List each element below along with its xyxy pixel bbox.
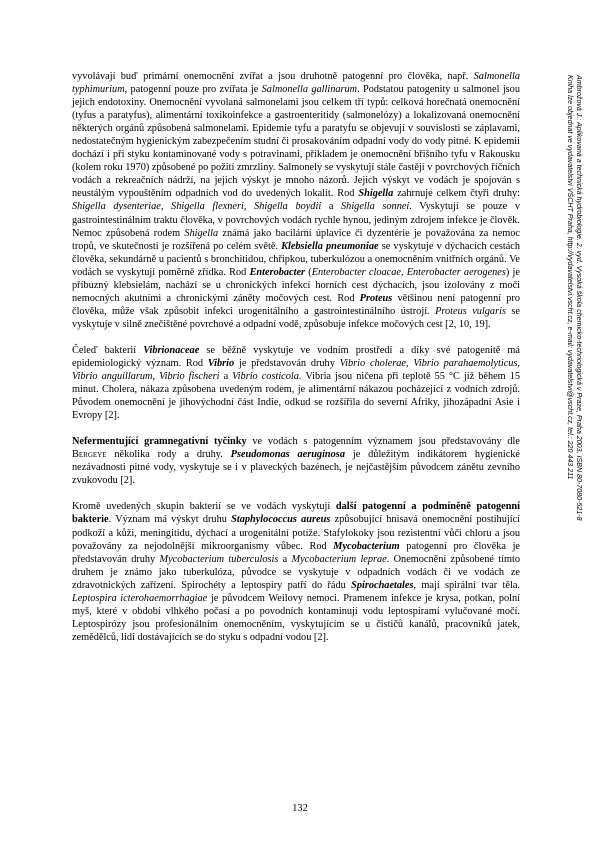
genus-name: Spirochaetales <box>351 579 414 591</box>
text-run: a <box>278 553 292 565</box>
paragraph-nonfermenting-rods <box>72 435 520 487</box>
genus-name: Proteus <box>359 292 393 304</box>
text-run: Kromě uvedených skupin bakterií se ve vodách vyskytují <box>72 501 336 513</box>
text-run: několika rody a druhy. <box>106 449 231 461</box>
text-run: , mají spirální tvar těla. <box>413 579 520 591</box>
text-run: je představován druhy <box>234 357 340 369</box>
genus-name: Pseudomonas aeruginosa <box>230 449 345 461</box>
genus-name: Vibrio <box>207 357 235 369</box>
text-run: se běžně vyskytuje ve vodním prostředí a díky své patogenitě má epidemiologický význam. Rod <box>72 344 520 369</box>
text-run: ( <box>305 266 312 278</box>
ordering-info-line: Kniha lze objednat ve vydavatelství VŠCHT Praha, http://vydavatelstvi.vscht.cz, e-mail: vydavatelstvi@vscht.cz, tel.: 220 443 211 <box>565 75 574 480</box>
text-run: zahrnuje celkem čtyři druhy: <box>393 188 520 200</box>
author-name: Bergeye <box>72 449 107 461</box>
species-name: Salmonella typhimurium <box>72 71 520 96</box>
text-run: . Vyskytují se pouze v gastrointestinálním traktu člověka, v povrchových vodách rychle hynou, jediným zdrojem infekce je člověk. Nemoc způsobená rodem <box>72 201 520 239</box>
section-term: Nefermentující gramnegativní tyčinky <box>72 436 247 448</box>
genus-name: Mycobacterium <box>333 540 400 552</box>
text-run: způsobující hnisavá onemocnění postihující podkoží a kůži, meningitidu, dýchací a urogenitální potíže. Stafylokoky jsou rezistentní vůči chloru a jsou považovány za nejodolnější mikroorganismy vůbec. Rod <box>72 514 521 552</box>
species-name: Vibrio costicola <box>232 371 299 383</box>
text-run: Čeleď bakterií <box>72 344 144 356</box>
genus-name: Vibrionaceae <box>143 344 200 356</box>
text-run: se vyskytuje v silně znečištěné povrchové a odpadní vodě, způsobuje infekce močových cest [2, 10, 19]. <box>72 305 520 330</box>
text-run: známá jako bacilární úplavice či dyzentérie je považována za nemoc tropů, ve skutečnosti je rozšířená po celém světě. <box>72 227 520 252</box>
section-term: další patogenní a podmíněně patogenní bakterie <box>72 501 521 526</box>
species-name: Shigella dysenteriae, Shigella flexneri, Shigella boydii <box>72 201 322 213</box>
citation-line: Ambrožová J.: Aplikovaná a technická hydrobiologie. 2. vyd. Vysoká škola chemicko-technologická v Praze, Praha 2003. ISBN 80-7080-521-8 <box>575 75 583 521</box>
species-name: Leptospira icterohaemorrhagiae <box>72 592 208 604</box>
body-text <box>72 70 520 657</box>
text-run: , patogenní pouze pro zvířata je <box>124 84 262 96</box>
text-run: ve vodách s patogenním významem jsou představovány dle <box>246 436 520 448</box>
genus-name: Shigella <box>358 188 394 200</box>
text-run: . Onemocnění způsobené tímto druhem je známo jako tuberkulóza, původce se vyskytuje v odpadních vodách či ve vodách ze zdravotnických zařízení. Spirochéty a leptospiry patří do řádu <box>72 553 521 591</box>
genus-name: Klebsiella pneumoniae <box>281 240 379 252</box>
page-number: 132 <box>292 803 308 814</box>
species-name: Mycobacterium leprae <box>291 553 387 565</box>
text-run: je důležitým indikátorem hygienické nezávadnosti pitné vody, vyskytuje se i v plaveckých bazénech, je nejčastějším původcem zánětu zevního zvukovodu [2]. <box>72 449 520 487</box>
genus-name: Staphylococcus aureus <box>231 514 331 526</box>
text-run: většinou není patogenní pro člověka, může však způsobit infekci urogenitálního a gastrointestinálního ústrojí. <box>72 292 520 317</box>
paragraph-other-pathogens <box>72 500 520 644</box>
paragraph-salmonella-shigella <box>72 70 520 331</box>
genus-name: Enterobacter <box>249 266 306 278</box>
species-name: Salmonella gallinarum <box>261 84 358 96</box>
text-run: a <box>321 201 342 213</box>
text-run: . Vibria jsou ničena při teplotě 55 °C již během 15 minut. Cholera, nákaza způsobena uvedeným rodem, je alimentární nákazou pocházející z vodních zdrojů. Původem onemocnění je jihovýchodní část Indie, odkud se rozšířila do severní Afriky, jihozápadní Asie i Evropy [2]. <box>72 371 520 422</box>
text-run: . Podstatou patogenity u salmonel jsou jejich endotoxiny. Onemocnění vyvolaná salmonelami jsou celkem tří typů: celková horečnatá onemocnění (tyfus a paratyfus), alimentární toxikoinfekce a gastroenteritidy (salmonelózy) a lokalizovaná onemocnění některých orgánů způsobená salmonelami. Epidemie tyfu a paratyfu se objevují v souvislosti se záplavami, nedostatečným hygienickým zabezpečením studní či prosakováním odpadní vody do vody pitné. K epidemii dochází i při styku kontaminované vody s potravinami, příkladem je onemocnění břišního tyfu v Rakousku (kolem roku 1970) způsobené po požití zmrzliny. Salmonely se vyskytují stále častěji v povrchových říčních vodách a rekreačních nádrží, na jejich výskyt je mnoho názorů. Jejich výskyt ve vodách je spojován s neustálým vypouštěním odpadních vod do uvedených lokalit. Rod <box>72 84 520 200</box>
species-name: Shigella <box>184 227 219 239</box>
text-run: . Význam má výskyt druhu <box>108 514 232 526</box>
species-name: Vibrio cholerae, Vibrio parahaemolyticus, Vibrio anguillarum, Vibrio fischeri <box>72 357 520 383</box>
text-run: vyvolávají buď primární onemocnění zvířat a jsou druhotně patogenní pro člověka, např. <box>72 71 474 82</box>
text-run: je původcem Weilovy nemoci. Pramenem infekce je krysa, potkan, polní myš, které v období vlhkého počasí a po povodních kontaminují vodu leptospiramí vylučované močí. Leptospirózy jsou profesionálním onemocněním, vyskytujícím se u čističů kanálů, pracovníků jatek, zemědělců, lidí dostávajících se do styku s odpadní vodou [2]. <box>72 592 520 643</box>
species-name: Enterobacter cloacae, Enterobacter aerogenes <box>311 266 506 278</box>
text-run: a <box>219 371 233 383</box>
species-name: Proteus vulgaris <box>435 305 506 317</box>
text-run: ) je příbuzný klebsielám, nachází se u chronických infekcí horních cest dýchacích, jsou izolovány z moči nemocných akutními a chronickými záněty močových cest. Rod <box>72 266 520 304</box>
species-name: Mycobacterium tuberculosis <box>159 553 279 565</box>
paragraph-vibrionaceae <box>72 344 520 422</box>
side-citation <box>553 75 583 675</box>
species-name: Shigella sonnei <box>341 201 410 213</box>
text-run: se vyskytuje v dýchacích cestách člověka, sekundárně u pacientů s bronchitidou, chřipkou, tuberkulózou a onemocněním vnitřních orgánů. Ve vodách se vyskytují poměrně zřídka. Rod <box>72 240 521 278</box>
text-run: patogenní pro člověka je představován druhy <box>72 540 521 565</box>
